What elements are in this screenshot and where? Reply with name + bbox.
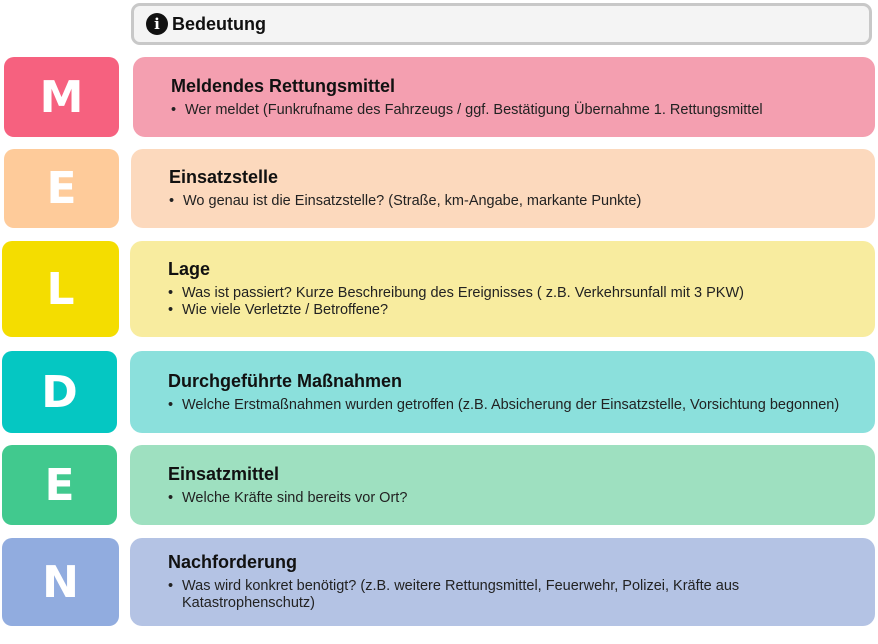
bullet-list — [168, 490, 861, 507]
content-box — [133, 57, 875, 137]
bullet-item: • Wie viele Verletzte / Betroffene? — [168, 302, 861, 319]
bullet-item: • Welche Erstmaßnahmen wurden getroffen (z.B. Absicherung der Einsatzstelle, Vorsichtung begonnen) — [168, 397, 861, 414]
bullet-item: • Was wird konkret benötigt? (z.B. weitere Rettungsmittel, Feuerwehr, Polizei, Kräfte aus Katastrophenschutz) — [168, 578, 861, 612]
content-title: Meldendes Rettungsmittel — [171, 75, 396, 96]
content-title: Einsatzstelle — [169, 167, 279, 187]
letter-box-d: D — [2, 351, 117, 433]
letter-box-m: M — [4, 57, 119, 137]
bullet-list — [168, 285, 861, 319]
bullet-list — [169, 193, 861, 210]
letter-box-e: E — [2, 445, 117, 525]
content-box — [130, 351, 875, 433]
letter-box-e: E — [4, 149, 119, 228]
content-box — [130, 445, 875, 525]
bullet-item: • Welche Kräfte sind bereits vor Ort? — [168, 490, 861, 507]
content-title: Durchgeführte Maßnahmen — [168, 370, 403, 391]
bullet-item: • Wo genau ist die Einsatzstelle? (Straße, km-Angabe, markante Punkte) — [169, 193, 861, 210]
bullet-list — [171, 102, 861, 119]
bullet-list — [168, 397, 861, 414]
letter-box-l: L — [2, 241, 119, 337]
bullet-list — [168, 578, 861, 612]
content-title: Einsatzmittel — [168, 463, 280, 484]
letter-box-n: N — [2, 538, 119, 626]
content-box — [130, 241, 875, 337]
header-bedeutung — [131, 3, 872, 45]
bullet-item: • Wer meldet (Funkrufname des Fahrzeugs / ggf. Bestätigung Übernahme 1. Rettungsmittel — [171, 102, 861, 119]
bullet-item: • Was ist passiert? Kurze Beschreibung des Ereignisses ( z.B. Verkehrsunfall mit 3 PKW) — [168, 285, 861, 302]
content-box — [130, 538, 875, 626]
content-box — [131, 149, 875, 228]
content-title: Nachforderung — [168, 552, 298, 572]
info-icon: i — [146, 13, 168, 35]
header-title: Bedeutung — [172, 13, 266, 34]
content-title: Lage — [168, 259, 211, 279]
